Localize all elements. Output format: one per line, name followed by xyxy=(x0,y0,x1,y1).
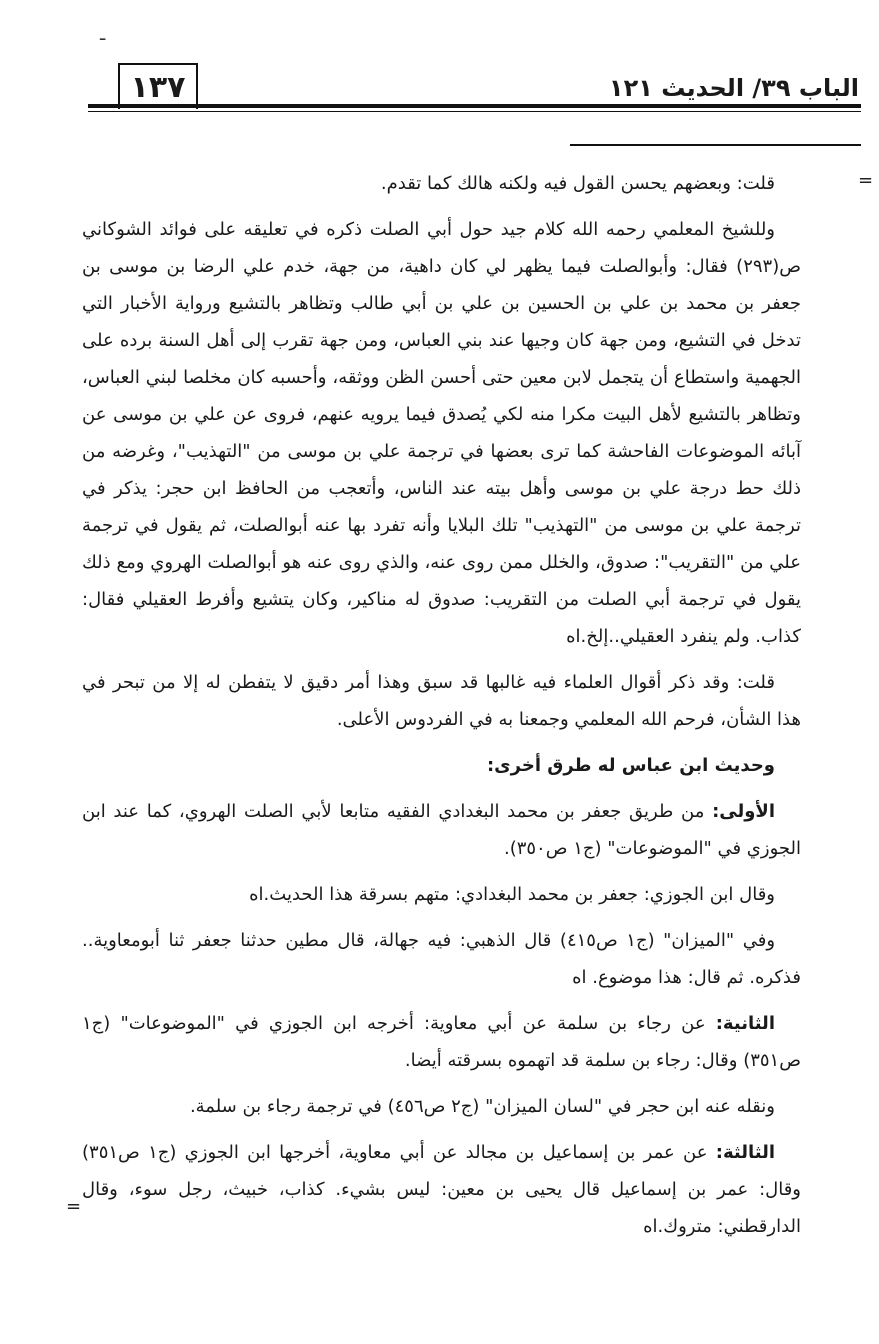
running-head: الباب ٣٩/ الحديث ١٢١ xyxy=(608,74,859,102)
paragraph xyxy=(82,211,801,655)
paragraph-label: الثانية: xyxy=(715,1013,775,1034)
paragraph-label: الأولى: xyxy=(712,801,775,822)
paragraph-text: قلت: وبعضهم يحسن القول فيه ولكنه هالك كما تقدم. xyxy=(380,173,775,194)
paragraph xyxy=(82,1088,801,1125)
paragraph-text: قلت: وقد ذكر أقوال العلماء فيه غالبها قد سبق وهذا أمر دقيق لا يتفطن له إلا من تبحر في هذا الشأن، فرحم الله المعلمي وجمعنا به في الفردوس الأعلى. xyxy=(82,672,801,730)
paragraph-text: عن عمر بن إسماعيل بن مجالد عن أبي معاوية، أخرجها ابن الجوزي (ج١ ص٣٥١) وقال: عمر بن إسماعيل قال يحيى بن معين: ليس بشيء. كذاب، خبيث، رجل سوء، وقال الدارقطني: متروك.اه xyxy=(82,1142,801,1237)
paragraph xyxy=(82,1005,801,1079)
corner-mark: ـ xyxy=(100,24,106,45)
paragraph xyxy=(82,1134,801,1245)
paragraph xyxy=(82,664,801,738)
paragraph-text: من طريق جعفر بن محمد البغدادي الفقيه متابعا لأبي الصلت الهروي، كما عند ابن الجوزي في "الموضوعات" (ج١ ص٣٥٠). xyxy=(82,801,801,859)
section-heading xyxy=(82,747,801,784)
heading-text: وحديث ابن عباس له طرق أخرى: xyxy=(486,755,775,776)
paragraph xyxy=(82,793,801,867)
page-number: ١٣٧ xyxy=(118,63,198,109)
page-body xyxy=(82,165,801,1254)
paragraph xyxy=(82,922,801,996)
paragraph-text: وفي "الميزان" (ج١ ص٤١٥) قال الذهبي: فيه جهالة، قال مطين حدثنا جعفر ثنا أبومعاوية.. فذكره. ثم قال: هذا موضوع. اه xyxy=(82,930,801,988)
paragraph xyxy=(82,165,801,202)
paragraph-text: وقال ابن الجوزي: جعفر بن محمد البغدادي: متهم بسرقة هذا الحديث.اه xyxy=(249,884,775,905)
section-rule xyxy=(570,144,861,146)
header-rule-thin xyxy=(88,111,861,112)
paragraph-text: عن رجاء بن سلمة عن أبي معاوية: أخرجه ابن الجوزي في "الموضوعات" (ج١ ص٣٥١) وقال: رجاء بن سلمة قد اتهموه بسرقته أيضا. xyxy=(82,1013,801,1071)
paragraph-label: الثالثة: xyxy=(715,1142,776,1163)
paragraph xyxy=(82,876,801,913)
margin-mark-top: = xyxy=(858,170,874,191)
header-rule-thick xyxy=(88,104,861,108)
paragraph-text: ونقله عنه ابن حجر في "لسان الميزان" (ج٢ ص٤٥٦) في ترجمة رجاء بن سلمة. xyxy=(189,1096,775,1117)
paragraph-text: وللشيخ المعلمي رحمه الله كلام جيد حول أبي الصلت ذكره في تعليقه على فوائد الشوكاني ص(٢٩٣) فقال: وأبوالصلت فيما يظهر لي كان داهية، من جهة، خدم علي الرضا بن موسى بن جعفر بن محمد بن علي بن الحسين بن علي بن أبي طالب وتظاهر بالتشيع ورواية الأخبار التي تدخل في التشيع، ومن جهة كان وجيها عند بني العباس، ومن جهة تقرب إلى أهل السنة برده على الجهمية واستطاع أن يتجمل لابن معين حتى أحسن الظن ووثقه، وأحسبه كان مخلصا لبني العباس، وتظاهر بالتشيع لأهل البيت مكرا منه لكي يُصدق فيما يرويه عنهم، فروى عن علي بن موسى عن آبائه الموضوعات الفاحشة كما ترى بعضها في ترجمة علي بن موسى من "التهذيب"، وغرضه من ذلك حط درجة علي بن موسى وأهل بيته عند الناس، وأتعجب من الحافظ ابن حجر: يذكر في ترجمة علي بن موسى من "التهذيب" تلك البلايا وأنه تفرد بها عنه أبوالصلت، ثم يقول في ترجمة علي من "التقريب": صدوق، والخلل ممن روى عنه، والذي روى عنه هو أبوالصلت الهروي ومع ذلك يقول في ترجمة أبي الصلت من التقريب: صدوق له مناكير، وكان يتشيع وأفرط العقيلي فقال: كذاب. ولم ينفرد العقيلي..إلخ.اه xyxy=(82,219,801,647)
margin-mark-bottom: = xyxy=(66,1196,82,1217)
